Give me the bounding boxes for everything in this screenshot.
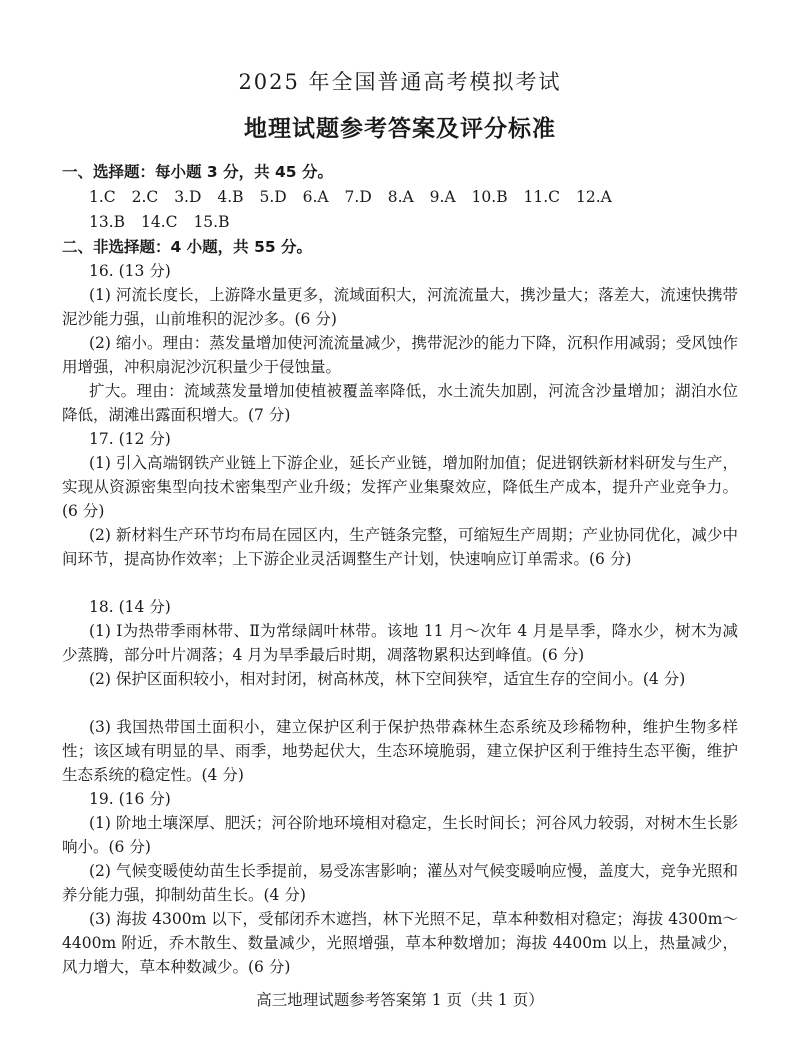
q17-label: 17. (12 分) <box>89 430 171 448</box>
q16-label: 16. (13 分) <box>89 262 171 280</box>
answer-11: 11.C <box>523 188 561 206</box>
section-2-heading: 二、非选择题：4 小题，共 55 分。 <box>62 238 313 256</box>
answer-1: 1.C <box>89 188 116 206</box>
q17-part1: (1) 引入高端钢铁产业链上下游企业，延长产业链，增加附加值；促进钢铁新材料研发与生产，实现从资源密集型向技术密集型产业升级；发挥产业集聚效应，降低生产成本，提升产业竞争力。(6 分) <box>62 454 738 520</box>
answer-4: 4.B <box>217 188 244 206</box>
answer-13: 13.B <box>89 213 126 231</box>
answer-15: 15.B <box>193 213 230 231</box>
q16-part2-alt: 扩大。理由：流域蒸发量增加使植被覆盖率降低，水土流失加剧，河流含沙量增加；湖泊水位降低，湖滩出露面积增大。(7 分) <box>62 382 738 424</box>
answer-12: 12.A <box>575 188 612 206</box>
answer-5: 5.D <box>259 188 287 206</box>
q18-label: 18. (14 分) <box>89 598 171 616</box>
answer-14: 14.C <box>140 213 178 231</box>
q19-part2: (2) 气候变暖使幼苗生长季提前，易受冻害影响；灌丛对气候变暖响应慢，盖度大，竞争光照和养分能力强，抑制幼苗生长。(4 分) <box>62 862 738 904</box>
q18-part1: (1) Ⅰ为热带季雨林带、Ⅱ为常绿阔叶林带。该地 11 月～次年 4 月是旱季，降水少，树木为减少蒸腾，部分叶片凋落；4 月为旱季最后时期，凋落物累积达到峰值。(6 分) <box>62 622 738 664</box>
section-1-heading: 一、选择题：每小题 3 分，共 45 分。 <box>62 163 333 181</box>
page-footer: 高三地理试题参考答案第 1 页（共 1 页） <box>256 991 544 1009</box>
q18-part3: (3) 我国热带国土面积小，建立保护区利于保护热带森林生态系统及珍稀物种，维护生物多样性；该区域有明显的旱、雨季，地势起伏大，生态环境脆弱，建立保护区利于维持生态平衡，维护生态系统的稳定性。(4 分) <box>62 718 738 784</box>
answer-7: 7.D <box>344 188 372 206</box>
answer-2: 2.C <box>131 188 159 206</box>
q17-part2: (2) 新材料生产环节均布局在园区内，生产链条完整，可缩短生产周期；产业协同优化，减少中间环节，提高协作效率；上下游企业灵活调整生产计划，快速响应订单需求。(6 分) <box>62 526 738 568</box>
exam-title: 2025 年全国普通高考模拟考试 <box>238 70 562 94</box>
document-subtitle: 地理试题参考答案及评分标准 <box>244 116 556 142</box>
q16-part2: (2) 缩小。理由：蒸发量增加使河流流量减少，携带泥沙的能力下降，沉积作用减弱；受风蚀作用增强，冲积扇泥沙沉积量少于侵蚀量。 <box>62 334 738 376</box>
answer-9: 9.A <box>429 188 456 206</box>
q19-part3: (3) 海拔 4300m 以下，受郁闭乔木遮挡，林下光照不足，草本种数相对稳定；海拔 4300m～4400m 附近，乔木散生、数量减少，光照增强，草本种数增加；海拔 4400m 以上，热量减少，风力增大，草本种数减少。(6 分) <box>62 910 738 976</box>
answer-row-1 <box>89 185 623 209</box>
q19-label: 19. (16 分) <box>89 790 171 808</box>
q16-part1: (1) 河流长度长，上游降水量更多，流域面积大，河流流量大，携沙量大；落差大，流速快携带泥沙能力强，山前堆积的泥沙多。(6 分) <box>62 286 738 328</box>
answer-6: 6.A <box>302 188 329 206</box>
q18-part2: (2) 保护区面积较小，相对封闭，树高林茂，林下空间狭窄，适宜生存的空间小。(4 分) <box>89 670 686 688</box>
q19-part1: (1) 阶地土壤深厚、肥沃；河谷阶地环境相对稳定，生长时间长；河谷风力较弱，对树木生长影响小。(6 分) <box>62 814 738 856</box>
answer-8: 8.A <box>387 188 414 206</box>
answer-3: 3.D <box>174 188 202 206</box>
answer-row-2 <box>89 210 240 234</box>
answer-10: 10.B <box>471 188 508 206</box>
